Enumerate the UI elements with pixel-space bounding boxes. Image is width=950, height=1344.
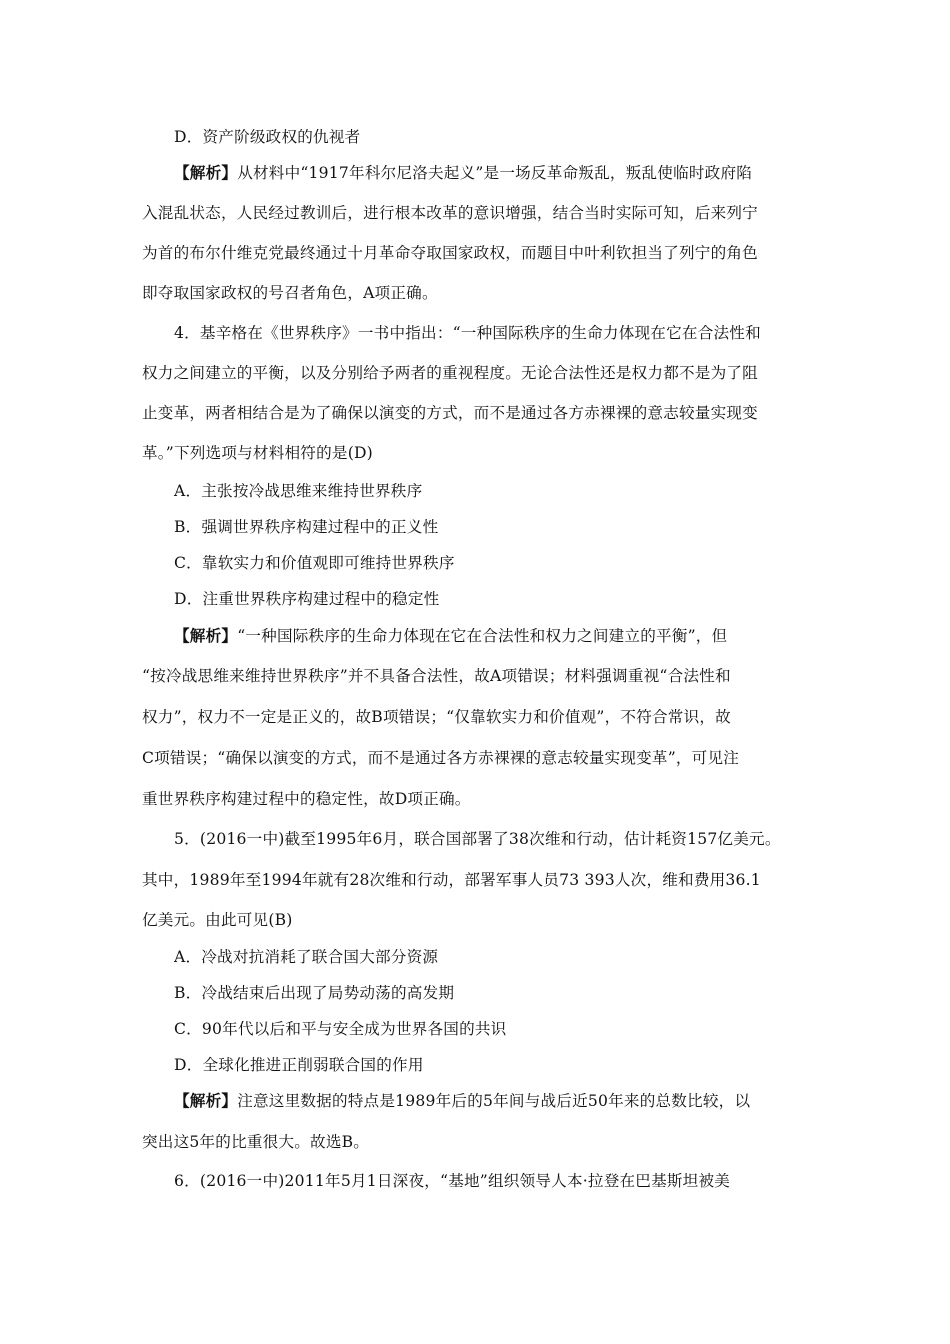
- q4-stem-line-1: 4．基辛格在《世界秩序》一书中指出：“一种国际秩序的生命力体现在它在合法性和: [174, 324, 761, 342]
- q5-option-c: C．90年代以后和平与安全成为世界各国的共识: [174, 1020, 507, 1038]
- q4-analysis-line-4: C项错误；“确保以演变的方式，而不是通过各方赤裸裸的意志较量实现变革”，可见注: [142, 749, 740, 767]
- q5-stem-line-2: 其中，1989年至1994年就有28次维和行动，部署军事人员73 393人次，维和费用36.1: [142, 871, 761, 889]
- q5-analysis-line-2: 突出这5年的比重很大。故选B。: [142, 1133, 370, 1151]
- analysis-label: 【解析】: [174, 1091, 238, 1110]
- q5-stem-line-1: 5．(2016一中)截至1995年6月，联合国部署了38次维和行动，估计耗资157亿美元。: [174, 830, 781, 848]
- q4-option-d: D．注重世界秩序构建过程中的稳定性: [174, 590, 440, 608]
- q3-option-d: D．资产阶级政权的仇视者: [174, 128, 361, 146]
- analysis-label: 【解析】: [174, 163, 238, 182]
- q3-analysis-line-4: 即夺取国家政权的号召者角色，A项正确。: [142, 284, 438, 302]
- q4-option-c: C．靠软实力和价值观即可维持世界秩序: [174, 554, 455, 572]
- q4-option-a: A．主张按冷战思维来维持世界秩序: [174, 482, 423, 500]
- analysis-text: 注意这里数据的特点是1989年后的5年间与战后近50年来的总数比较，以: [237, 1092, 751, 1110]
- q3-analysis-line-2: 入混乱状态，人民经过教训后，进行根本改革的意识增强，结合当时实际可知，后来列宁: [142, 204, 758, 222]
- analysis-text: 从材料中“1917年科尔尼洛夫起义”是一场反革命叛乱，叛乱使临时政府陷: [237, 164, 753, 182]
- q5-option-a: A．冷战对抗消耗了联合国大部分资源: [174, 948, 439, 966]
- q6-stem-line-1: 6．(2016一中)2011年5月1日深夜，“基地”组织领导人本·拉登在巴基斯坦被美: [174, 1172, 731, 1190]
- q4-stem-line-3: 止变革，两者相结合是为了确保以演变的方式，而不是通过各方赤裸裸的意志较量实现变: [142, 404, 758, 422]
- analysis-text: “一种国际秩序的生命力体现在它在合法性和权力之间建立的平衡”，但: [237, 627, 728, 645]
- q4-stem-line-4: 革。”下列选项与材料相符的是(D): [142, 444, 373, 462]
- q4-stem-line-2: 权力之间建立的平衡，以及分别给予两者的重视程度。无论合法性还是权力都不是为了阻: [142, 364, 758, 382]
- q4-option-b: B．强调世界秩序构建过程中的正义性: [174, 518, 439, 536]
- q5-stem-line-3: 亿美元。由此可见(B): [142, 911, 293, 929]
- q5-option-d: D．全球化推进正削弱联合国的作用: [174, 1056, 424, 1074]
- q4-analysis-line-2: “按冷战思维来维持世界秩序”并不具备合法性，故A项错误；材料强调重视“合法性和: [142, 667, 731, 685]
- q3-analysis-line-3: 为首的布尔什维克党最终通过十月革命夺取国家政权，而题目中叶利钦担当了列宁的角色: [142, 244, 758, 262]
- q3-analysis-line-1: [174, 162, 854, 184]
- q4-analysis-line-1: [174, 625, 854, 647]
- q5-option-b: B．冷战结束后出现了局势动荡的高发期: [174, 984, 455, 1002]
- q5-analysis-line-1: [174, 1090, 854, 1112]
- q4-analysis-line-3: 权力”，权力不一定是正义的，故B项错误；“仅靠软实力和价值观”，不符合常识，故: [142, 708, 731, 726]
- q4-analysis-line-5: 重世界秩序构建过程中的稳定性，故D项正确。: [142, 790, 471, 808]
- analysis-label: 【解析】: [174, 626, 238, 645]
